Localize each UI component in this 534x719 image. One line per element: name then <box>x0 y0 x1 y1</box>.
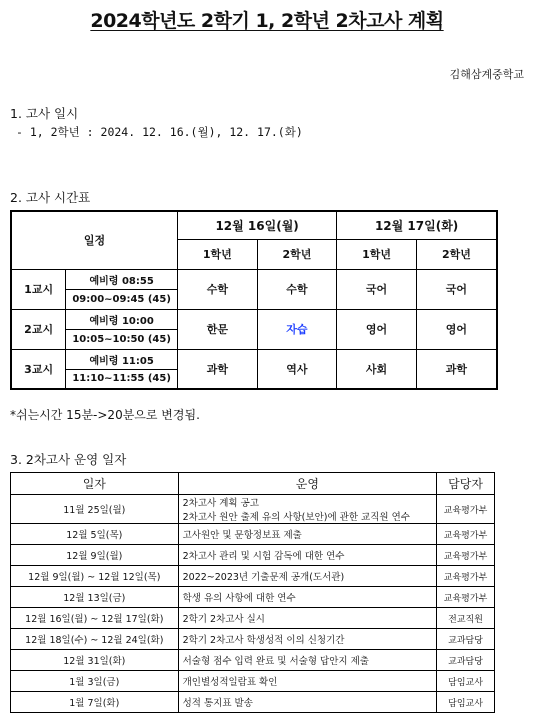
period-label: 3교시 <box>11 349 66 389</box>
subject-cell: 영어 <box>416 309 497 349</box>
date-cell: 12월 5일(목) <box>11 524 179 545</box>
exam-dates: - 1, 2학년 : 2024. 12. 16.(월), 12. 17.(화) <box>16 125 303 139</box>
subject-cell: 과학 <box>416 349 497 389</box>
table-row <box>11 566 495 587</box>
column-header: 담당자 <box>437 473 495 495</box>
task-cell <box>178 495 436 524</box>
operation-schedule-table <box>10 472 495 713</box>
owner-cell: 담임교사 <box>437 671 495 692</box>
date-cell: 1월 3일(금) <box>11 671 179 692</box>
table-row <box>11 524 495 545</box>
date-cell: 12월 9일(월) ~ 12월 12일(목) <box>11 566 179 587</box>
subject-cell: 국어 <box>416 269 497 309</box>
task-cell <box>178 587 436 608</box>
subject-cell: 수학 <box>257 269 337 309</box>
period-label: 2교시 <box>11 309 66 349</box>
column-header: 일자 <box>11 473 179 495</box>
table-row <box>11 650 495 671</box>
subject-cell: 사회 <box>337 349 417 389</box>
grade-header: 1학년 <box>178 239 258 269</box>
column-header: 운영 <box>178 473 436 495</box>
owner-cell: 담임교사 <box>437 692 495 713</box>
schedule-header: 일정 <box>11 211 178 269</box>
subject-cell: 영어 <box>337 309 417 349</box>
section3-heading: 3. 2차고사 운영 일자 <box>10 452 127 467</box>
bell-time: 예비령 11:05 <box>66 349 178 369</box>
task-text: 2022~2023년 기출문제 공개(도서관) <box>182 572 345 583</box>
task-text: 성적 통지표 발송 <box>182 698 253 709</box>
task-text: 학생 유의 사항에 대한 연수 <box>182 593 296 604</box>
grade-header: 2학년 <box>257 239 337 269</box>
owner-cell: 교육평가부 <box>437 524 495 545</box>
day-header-2: 12월 17일(화) <box>337 211 497 239</box>
task-cell <box>178 566 436 587</box>
subject-cell: 수학 <box>178 269 258 309</box>
owner-cell: 교과담당 <box>437 629 495 650</box>
subject-cell: 한문 <box>178 309 258 349</box>
table-row <box>11 671 495 692</box>
exam-time: 11:10~11:55 (45) <box>66 369 178 389</box>
owner-cell: 교육평가부 <box>437 545 495 566</box>
owner-cell: 교과담당 <box>437 650 495 671</box>
task-text: 2차고사 관리 및 시험 감독에 대한 연수 <box>182 551 345 562</box>
task-text: 2학기 2차고사 실시 <box>182 614 265 625</box>
subject-cell-self-study: 자습 <box>257 309 337 349</box>
exam-time: 10:05~10:50 (45) <box>66 329 178 349</box>
subject-cell: 역사 <box>257 349 337 389</box>
subject-cell: 국어 <box>337 269 417 309</box>
exam-timetable <box>10 210 498 390</box>
bell-time: 예비령 08:55 <box>66 269 178 289</box>
section2-heading: 2. 고사 시간표 <box>10 190 91 205</box>
date-cell: 11월 25일(월) <box>11 495 179 524</box>
table-row <box>11 545 495 566</box>
task-cell <box>178 608 436 629</box>
owner-cell: 교육평가부 <box>437 587 495 608</box>
subject-cell: 과학 <box>178 349 258 389</box>
task-text: 2차고사 계획 공고 <box>182 498 259 509</box>
date-cell: 12월 16일(월) ~ 12월 17일(화) <box>11 608 179 629</box>
task-text: 개인별성적일람표 확인 <box>182 677 278 688</box>
day-header-1: 12월 16일(월) <box>178 211 337 239</box>
date-cell: 12월 31일(화) <box>11 650 179 671</box>
date-cell: 12월 13일(금) <box>11 587 179 608</box>
table-row <box>11 608 495 629</box>
period-label: 1교시 <box>11 269 66 309</box>
task-text-secondary: 2차고사 원안 출제 유의 사항(보안)에 관한 교직원 연수 <box>182 512 410 523</box>
school-name: 김해삼계중학교 <box>449 68 524 81</box>
task-cell <box>178 671 436 692</box>
task-cell <box>178 692 436 713</box>
date-cell: 1월 7일(화) <box>11 692 179 713</box>
table-row <box>11 587 495 608</box>
task-cell <box>178 524 436 545</box>
bell-time: 예비령 10:00 <box>66 309 178 329</box>
owner-cell: 교육평가부 <box>437 566 495 587</box>
task-cell <box>178 545 436 566</box>
table-row <box>11 692 495 713</box>
table-row <box>11 629 495 650</box>
task-cell <box>178 650 436 671</box>
date-cell: 12월 18일(수) ~ 12월 24일(화) <box>11 629 179 650</box>
table-row <box>11 495 495 524</box>
section1-heading: 1. 고사 일시 <box>10 106 79 121</box>
owner-cell: 전교직원 <box>437 608 495 629</box>
exam-time: 09:00~09:45 (45) <box>66 289 178 309</box>
page-title: 2024학년도 2학기 1, 2학년 2차고사 계획 <box>90 10 444 32</box>
grade-header: 1학년 <box>337 239 417 269</box>
break-time-note: *쉬는시간 15분->20분으로 변경됨. <box>10 408 200 422</box>
owner-cell: 교육평가부 <box>437 495 495 524</box>
task-text: 2학기 2차고사 학생성적 이의 신청기간 <box>182 635 345 646</box>
task-cell <box>178 629 436 650</box>
operation-rows <box>11 495 495 713</box>
task-text: 서술형 점수 입력 완료 및 서술형 답안지 제출 <box>182 656 369 667</box>
date-cell: 12월 9일(월) <box>11 545 179 566</box>
grade-header: 2학년 <box>416 239 497 269</box>
task-text: 고사원안 및 문항정보표 제출 <box>182 530 302 541</box>
